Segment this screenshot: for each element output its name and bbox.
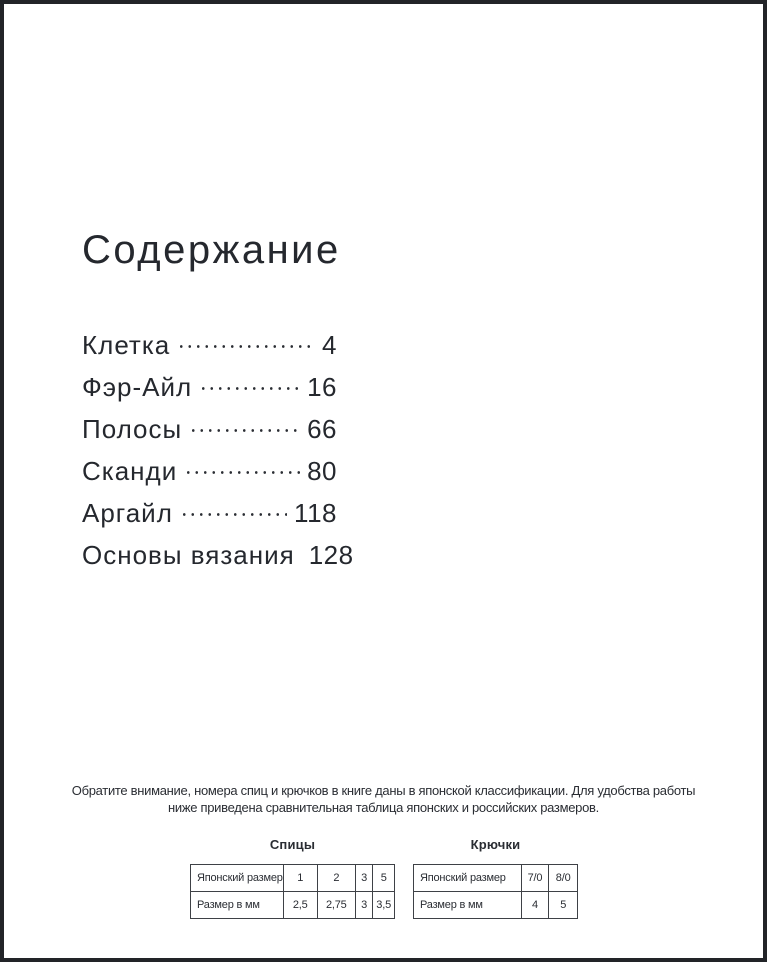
needles-size-table xyxy=(190,864,395,919)
toc-entry-label: Полосы xyxy=(82,413,183,444)
toc-entry-label: Основы вязания xyxy=(82,539,295,570)
dotted-leader xyxy=(189,429,300,432)
needle-size-cell: 3 xyxy=(355,892,372,919)
needle-size-cell: 3,5 xyxy=(373,892,395,919)
table-row xyxy=(414,892,578,919)
toc-entry-page-number: 128 xyxy=(308,539,354,570)
toc-entry-polosy xyxy=(82,408,337,450)
row-label-mm-size: Размер в мм xyxy=(191,892,284,919)
hook-size-cell: 7/0 xyxy=(521,865,549,892)
dotted-leader xyxy=(177,345,315,348)
toc-entry-page-number: 16 xyxy=(307,371,337,402)
table-row xyxy=(191,865,395,892)
needle-size-cell: 5 xyxy=(373,865,395,892)
toc-entry-skandi xyxy=(82,450,337,492)
hooks-table-title: Крючки xyxy=(470,837,521,852)
sizes-note-line-2: ниже приведена сравнительная таблица японских и российских размеров. xyxy=(168,799,599,815)
toc-entry-page-number: 4 xyxy=(322,329,337,360)
row-label-japanese-size: Японский размер xyxy=(191,865,284,892)
toc-entry-label: Сканди xyxy=(82,455,178,486)
needle-size-cell: 3 xyxy=(355,865,372,892)
needle-size-cell: 2 xyxy=(317,865,355,892)
table-row xyxy=(191,892,395,919)
hooks-size-table xyxy=(413,864,578,919)
toc-entry-fair-isle xyxy=(82,366,337,408)
toc-entry-label: Клетка xyxy=(82,329,171,360)
sizes-note xyxy=(4,783,763,816)
toc-entry-page-number: 66 xyxy=(307,413,337,444)
row-label-japanese-size: Японский размер xyxy=(414,865,522,892)
table-row xyxy=(414,865,578,892)
needle-size-cell: 2,75 xyxy=(317,892,355,919)
dotted-leader xyxy=(180,513,287,516)
toc-entry-page-number: 80 xyxy=(307,455,337,486)
needle-size-cell: 1 xyxy=(283,865,317,892)
hook-size-cell: 8/0 xyxy=(549,865,578,892)
toc-entry-label: Аргайл xyxy=(82,497,173,528)
needles-table-title: Спицы xyxy=(269,837,316,852)
dotted-leader xyxy=(184,471,300,474)
hook-size-cell: 4 xyxy=(521,892,549,919)
table-of-contents xyxy=(82,324,354,576)
toc-entry-argyle xyxy=(82,492,337,534)
needle-size-cell: 2,5 xyxy=(283,892,317,919)
hooks-size-block xyxy=(413,837,578,919)
sizes-note-line-1: Обратите внимание, номера спиц и крючков в книге даны в японской классификации. Для удобства работы xyxy=(71,783,696,798)
needles-size-block xyxy=(190,837,395,919)
toc-entry-osnovy xyxy=(82,534,354,576)
toc-entry-kletka xyxy=(82,324,337,366)
row-label-mm-size: Размер в мм xyxy=(414,892,522,919)
toc-entry-page-number: 118 xyxy=(294,497,337,528)
hook-size-cell: 5 xyxy=(549,892,578,919)
dotted-leader xyxy=(199,387,300,390)
page-title: Содержание xyxy=(82,228,341,272)
toc-entry-label: Фэр-Айл xyxy=(82,371,193,402)
